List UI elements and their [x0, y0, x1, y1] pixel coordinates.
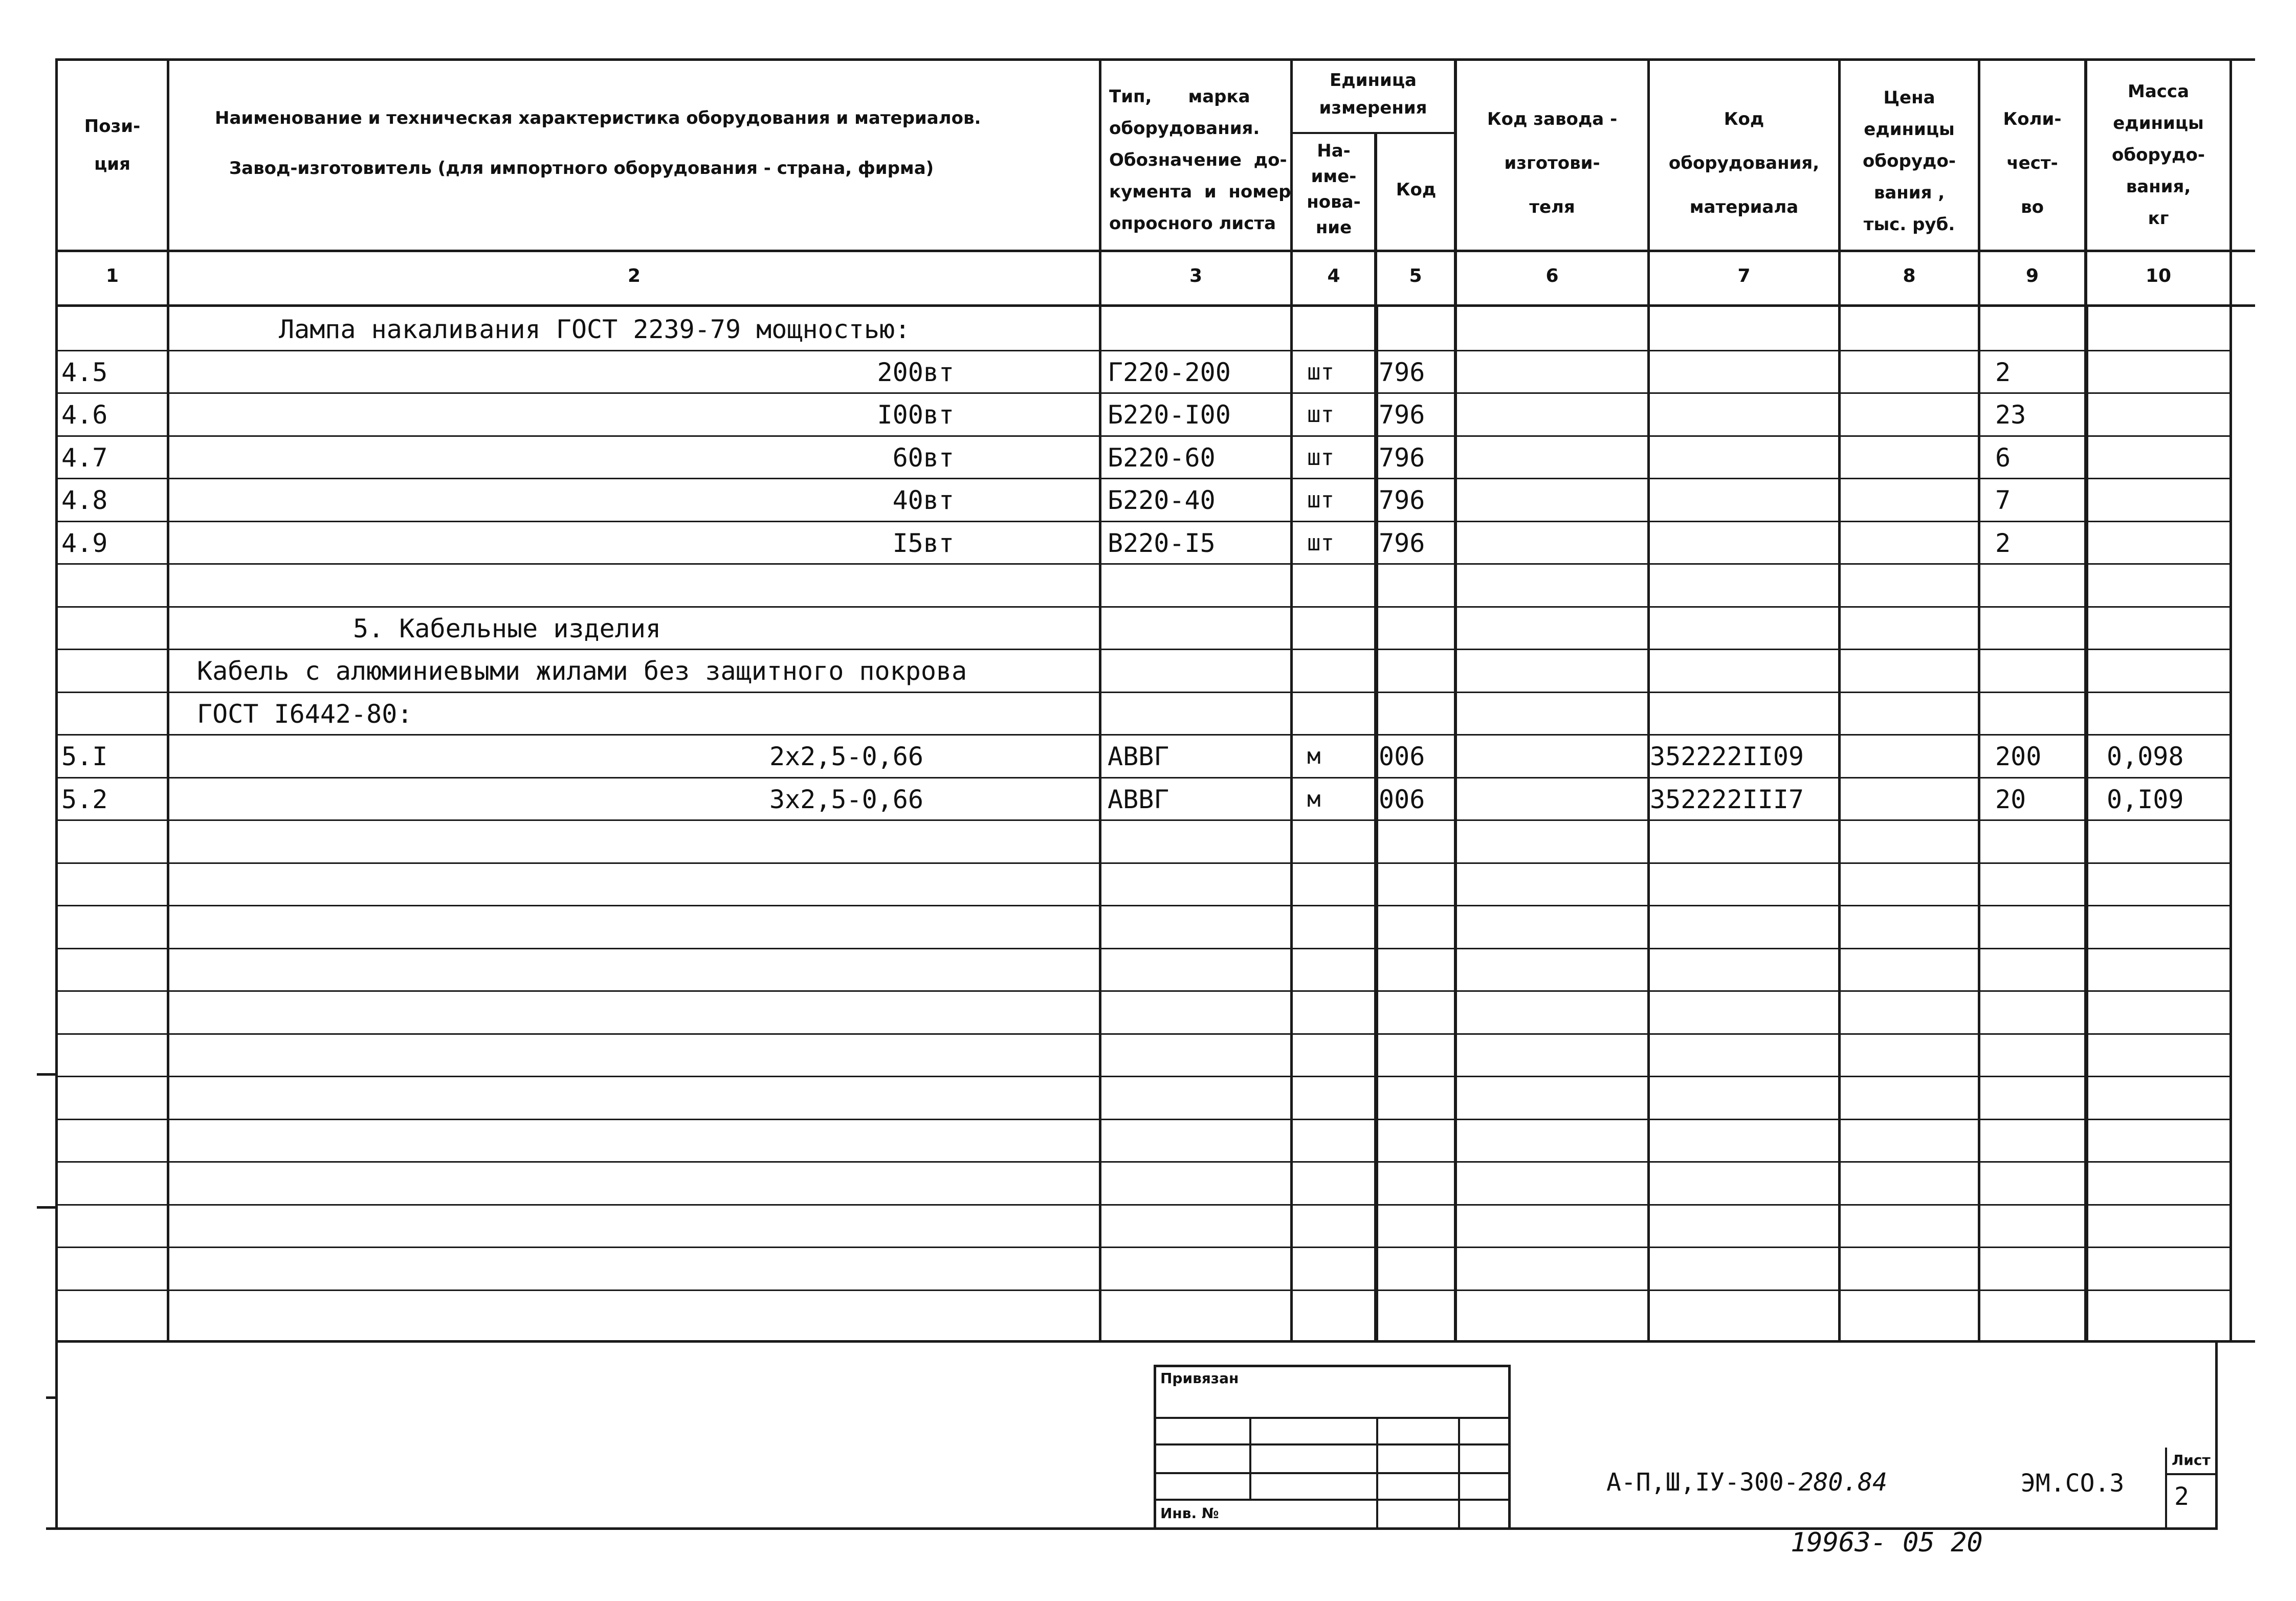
- document-mark: ЭМ.СО.3: [2021, 1469, 2125, 1498]
- header-quantity: Коли- чест- во: [2003, 109, 2062, 217]
- cell-unit: шт: [1307, 402, 1334, 428]
- cell-code: 796: [1379, 358, 1425, 387]
- row-line: [55, 1247, 2232, 1248]
- cell-equip: 352222III7: [1650, 785, 1804, 814]
- margin-tick-2: [37, 1206, 57, 1209]
- header-plant-code: Код завода - изготови- теля: [1487, 109, 1618, 217]
- cell-name: ГОСТ I6442-80:: [197, 699, 413, 729]
- column-number-2: 2: [627, 265, 641, 286]
- header-unit-name: На- име- нова- ние: [1307, 141, 1361, 238]
- row-line: [55, 563, 2232, 565]
- cell-name: 200вт: [877, 358, 954, 387]
- cell-code: 796: [1379, 485, 1425, 515]
- stamp-hline-4: [1154, 1499, 1510, 1501]
- cell-name: 40вт: [892, 485, 954, 515]
- cell-qty: 2: [1995, 358, 2011, 387]
- cell-name: 3х2,5-0,66: [769, 785, 923, 814]
- column-number-9: 9: [2025, 265, 2039, 286]
- stamp-hline-1: [1154, 1417, 1510, 1419]
- cell-qty: 2: [1995, 528, 2011, 558]
- stamp-privyazan: Привязан: [1160, 1370, 1239, 1387]
- row-line: [55, 990, 2232, 992]
- header-type: Тип, марка оборудования. Обозначение до- кумента и номер опросного листа: [1109, 86, 1291, 234]
- cell-equip: 352222II09: [1650, 742, 1804, 771]
- row-line: [55, 1076, 2232, 1077]
- stamp-inv-no: Инв. №: [1160, 1505, 1219, 1522]
- sheet-box-mid: [2165, 1473, 2216, 1475]
- stamp-left-line: [1154, 1365, 1156, 1529]
- body-bold-line-5: [1374, 304, 1378, 1343]
- row-line: [55, 392, 2232, 394]
- margin-tick-3: [46, 1396, 57, 1399]
- column-number-7: 7: [1737, 265, 1751, 286]
- column-number-1: 1: [105, 265, 119, 286]
- header-unit-code: Код: [1396, 180, 1437, 200]
- row-line: [55, 734, 2232, 736]
- col-line-6: [1647, 58, 1650, 1342]
- cell-name: Кабель с алюминиевыми жилами без защитного покрова: [197, 656, 967, 686]
- row-line: [55, 1033, 2232, 1035]
- row-line: [55, 521, 2232, 522]
- header-name-line1: Наименование и техническая характеристика оборудования и материалов.: [215, 108, 981, 128]
- document-code-tail: 280.84: [1798, 1468, 1888, 1497]
- frame-top-line: [55, 58, 2255, 61]
- column-number-5: 5: [1409, 265, 1422, 286]
- margin-tick-1: [37, 1073, 57, 1076]
- sheet-number: 2: [2174, 1482, 2189, 1511]
- row-line: [55, 435, 2232, 437]
- cell-code: 006: [1379, 742, 1425, 771]
- stamp-hline-3: [1154, 1472, 1510, 1474]
- cell-type: Б220-I00: [1108, 400, 1231, 430]
- cell-pos: 4.5: [61, 358, 108, 387]
- header-mass: Масса единицы оборудо- вания, кг: [2112, 81, 2205, 229]
- cell-name: I5вт: [892, 528, 954, 558]
- row-line: [55, 777, 2232, 779]
- cell-code: 796: [1379, 528, 1425, 558]
- document-code: [1606, 1467, 1887, 1498]
- row-line: [55, 606, 2232, 608]
- row-line: [55, 1289, 2232, 1291]
- stamp-vline-2: [1376, 1417, 1378, 1529]
- cell-qty: 23: [1995, 400, 2026, 430]
- stamp-top-line: [1154, 1365, 1510, 1367]
- header-units-group: Единица измерения: [1319, 70, 1427, 118]
- cell-type: Г220-200: [1108, 358, 1231, 387]
- col-line-10: [2229, 58, 2232, 1342]
- cell-name: 5. Кабельные изделия: [353, 614, 661, 643]
- row-line: [55, 819, 2232, 821]
- cell-type: АВВГ: [1108, 742, 1169, 771]
- cell-unit: шт: [1307, 444, 1334, 471]
- row-line: [55, 948, 2232, 949]
- cell-pos: 4.6: [61, 400, 108, 430]
- cell-mass: 0,I09: [2107, 785, 2184, 814]
- archive-number: 19963- 05 20: [1791, 1527, 1983, 1558]
- header-name-line2: Завод-изготовитель (для импортного оборудования - страна, фирма): [229, 158, 934, 179]
- colnum-bottom-line: [55, 304, 2255, 307]
- cell-unit: м: [1307, 743, 1321, 769]
- col-line-8: [1978, 58, 1980, 1342]
- units-subheader-line: [1290, 132, 1456, 134]
- row-line: [55, 649, 2232, 650]
- col-line-3: [1290, 58, 1293, 1342]
- cell-mass: 0,098: [2107, 742, 2184, 771]
- col-line-1: [167, 58, 169, 1342]
- cell-unit: м: [1307, 786, 1321, 812]
- row-line: [55, 478, 2232, 479]
- cell-code: 796: [1379, 443, 1425, 473]
- header-position: Пози- ция: [84, 116, 141, 174]
- column-number-3: 3: [1189, 265, 1203, 286]
- cell-qty: 200: [1995, 742, 2042, 771]
- cell-name: I00вт: [877, 400, 954, 430]
- row-line: [55, 862, 2232, 864]
- header-bottom-line: [55, 250, 2255, 252]
- cell-code: 006: [1379, 785, 1425, 814]
- cell-pos: 4.8: [61, 485, 108, 515]
- column-number-8: 8: [1903, 265, 1916, 286]
- cell-pos: 5.2: [61, 785, 108, 814]
- sheet-label: Лист: [2172, 1452, 2211, 1469]
- cell-qty: 20: [1995, 785, 2026, 814]
- cell-qty: 6: [1995, 443, 2011, 473]
- body-bold-line-9: [2084, 304, 2088, 1343]
- row-line: [55, 1119, 2232, 1120]
- column-number-6: 6: [1546, 265, 1559, 286]
- row-line: [55, 905, 2232, 906]
- document-code-main: А-П,Ш,IУ-300-: [1606, 1468, 1799, 1497]
- cell-name: 2х2,5-0,66: [769, 742, 923, 771]
- stamp-vline-3: [1458, 1417, 1460, 1529]
- row-line: [55, 1204, 2232, 1206]
- row-line: [55, 1161, 2232, 1163]
- column-number-4: 4: [1327, 265, 1340, 286]
- frame-right-line: [2215, 1340, 2218, 1529]
- cell-unit: шт: [1307, 530, 1334, 556]
- cell-code: 796: [1379, 400, 1425, 430]
- header-price: Цена единицы оборудо- вания , тыс. руб.: [1863, 87, 1956, 235]
- sheet-box-left: [2165, 1448, 2167, 1529]
- body-bottom-line: [55, 1340, 2255, 1343]
- cell-type: Б220-60: [1108, 443, 1216, 473]
- cell-pos: 4.7: [61, 443, 108, 473]
- stamp-vline-1: [1249, 1417, 1251, 1499]
- col-line-2: [1099, 58, 1101, 1342]
- col-line-5: [1454, 58, 1457, 1342]
- cell-pos: 5.I: [61, 742, 108, 771]
- cell-name: 60вт: [892, 443, 954, 473]
- row-line: [55, 350, 2232, 351]
- cell-qty: 7: [1995, 485, 2011, 515]
- cell-unit: шт: [1307, 487, 1334, 513]
- stamp-right-line: [1508, 1365, 1511, 1529]
- cell-unit: шт: [1307, 359, 1334, 385]
- cell-pos: 4.9: [61, 528, 108, 558]
- cell-type: В220-I5: [1108, 528, 1216, 558]
- stamp-hline-2: [1154, 1443, 1510, 1446]
- cell-type: АВВГ: [1108, 785, 1169, 814]
- column-number-10: 10: [2145, 265, 2172, 286]
- header-equipment-code: Код оборудования, материала: [1668, 109, 1820, 217]
- cell-type: Б220-40: [1108, 485, 1216, 515]
- cell-name: Лампа накаливания ГОСТ 2239-79 мощностью:: [279, 315, 911, 344]
- col-line-7: [1838, 58, 1841, 1342]
- row-line: [55, 692, 2232, 693]
